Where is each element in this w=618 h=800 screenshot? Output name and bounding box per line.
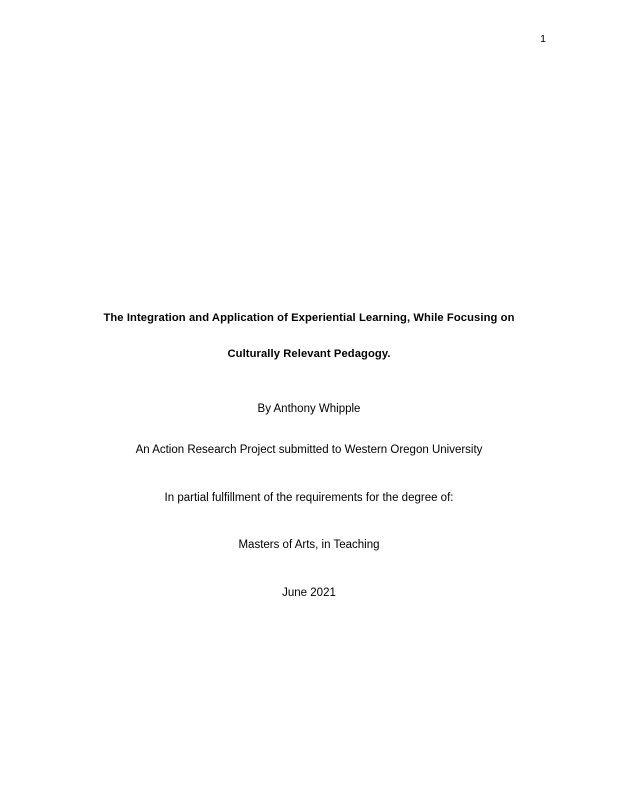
submission-line-institution: An Action Research Project submitted to Western Oregon University	[135, 444, 483, 456]
title-block	[72, 300, 546, 416]
submission-line-fulfillment: In partial fulfillment of the requirements for the degree of:	[164, 491, 454, 504]
submission-line-degree: Masters of Arts, in Teaching	[238, 539, 380, 551]
submission-block	[60, 445, 558, 599]
page-title	[72, 300, 546, 372]
title-line-2: Culturally Relevant Pedagogy.	[227, 348, 391, 360]
submission-line-date: June 2021	[282, 586, 336, 599]
page-number: 1	[540, 33, 546, 45]
title-line-1: The Integration and Application of Experiential Learning, While Focusing on	[103, 312, 515, 324]
author-byline: By Anthony Whipple	[257, 403, 361, 415]
